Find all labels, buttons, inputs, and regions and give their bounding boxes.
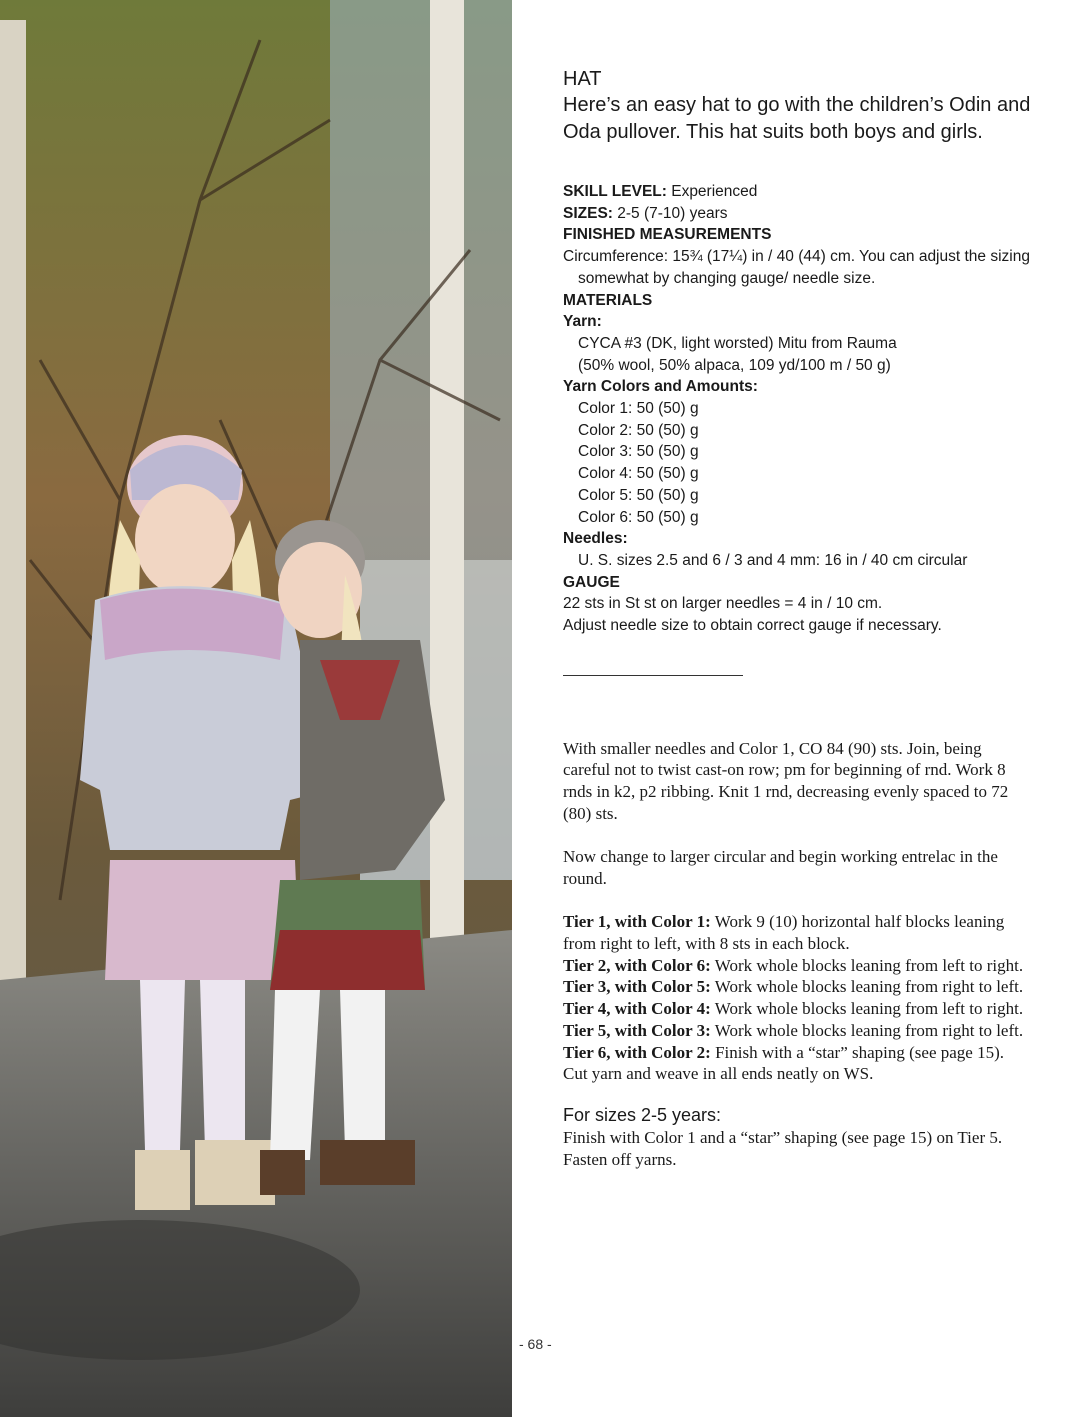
tier-label: Tier 5, with Color 3: [563,1020,711,1040]
skill-level [563,181,1033,203]
tier-5 [563,1020,1033,1042]
skill-level-value: Experienced [666,183,758,200]
tier-label: Tier 2, with Color 6: [563,955,711,975]
small-size-text: Finish with Color 1 and a “star” shaping (see page 15) on Tier 5. Fasten off yarns. [563,1127,1003,1169]
yarn-line-1: CYCA #3 (DK, light worsted) Mitu from Rauma [578,334,897,352]
yarn-heading: Yarn: [563,313,602,331]
circumference-text: Circumference: 15¾ (17¼) in / 40 (44) cm. You can adjust the sizing somewhat by changing gauge/ needle size. [563,248,1030,287]
pattern-title: HAT [563,68,602,90]
yarn-colors-heading: Yarn Colors and Amounts: [563,378,758,396]
tier-text: Work 9 (10) horizontal half blocks leaning from right to left, with 8 sts in each block. [563,912,1005,954]
gauge-line-2: Adjust needle size to obtain correct gauge if necessary. [563,617,942,635]
tier-text: Work whole blocks leaning from right to left. [710,977,1024,997]
pattern-specs [563,181,1033,637]
tier-6 [563,1042,1033,1064]
sizes-label: SIZES: [563,204,613,222]
gauge-heading: GAUGE [563,573,620,591]
small-size-heading: For sizes 2-5 years: [563,1104,722,1125]
tier-label: Tier 1, with Color 1: [563,912,711,932]
tier-label: Tier 3, with Color 5: [563,977,711,997]
sizes-value: 2-5 (7-10) years [612,204,728,222]
pattern-instructions [563,738,1033,1171]
color-amount: Color 6: 50 (50) g [578,508,699,526]
page-number: - 68 - [519,1336,552,1352]
color-amount: Color 2: 50 (50) g [578,421,699,439]
children-photo [0,0,512,1417]
color-amount: Color 3: 50 (50) g [578,443,699,461]
tier-2 [563,955,1033,977]
instructions-paragraph-2: Now change to larger circular and begin working entrelac in the round. [563,847,998,888]
pattern-intro: Here’s an easy hat to go with the children’s Odin and Oda pullover. This hat suits both boys and girls. [563,94,1031,143]
tier-4 [563,998,1033,1020]
color-amount: Color 4: 50 (50) g [578,465,699,483]
instructions-paragraph-1: With smaller needles and Color 1, CO 84 (90) sts. Join, being careful not to twist cast-on row; pm for beginning of rnd. Work 8 rnds in k2, p2 ribbing. Knit 1 rnd, decreasing evenly spaced to 72 (80) sts. [563,738,1009,823]
needles-value: U. S. sizes 2.5 and 6 / 3 and 4 mm: 16 in / 40 cm circular [578,551,968,569]
tier-text: Finish with a “star” shaping (see page 15). [710,1042,1004,1062]
tier-text: Work whole blocks leaning from left to right. [710,999,1024,1019]
tier-label: Tier 6, with Color 2: [563,1042,711,1062]
color-amount: Color 5: 50 (50) g [578,486,699,504]
needles-heading: Needles: [563,530,628,548]
yarn-line-2: (50% wool, 50% alpaca, 109 yd/100 m / 50 g) [578,356,891,374]
tier-3 [563,976,1033,998]
tier-text: Work whole blocks leaning from left to right. [710,955,1024,975]
finished-measurements-heading: FINISHED MEASUREMENTS [563,226,772,244]
finishing-text: Cut yarn and weave in all ends neatly on WS. [563,1064,874,1084]
section-divider [563,675,743,676]
tier-text: Work whole blocks leaning from right to left. [710,1020,1024,1040]
skill-level-label: SKILL LEVEL: [563,183,667,200]
gauge-line-1: 22 sts in St st on larger needles = 4 in / 10 cm. [563,595,883,613]
color-amount: Color 1: 50 (50) g [578,400,699,418]
tier-1 [563,911,1033,954]
materials-heading: MATERIALS [563,291,653,309]
sizes [563,203,1033,225]
tier-label: Tier 4, with Color 4: [563,999,711,1019]
